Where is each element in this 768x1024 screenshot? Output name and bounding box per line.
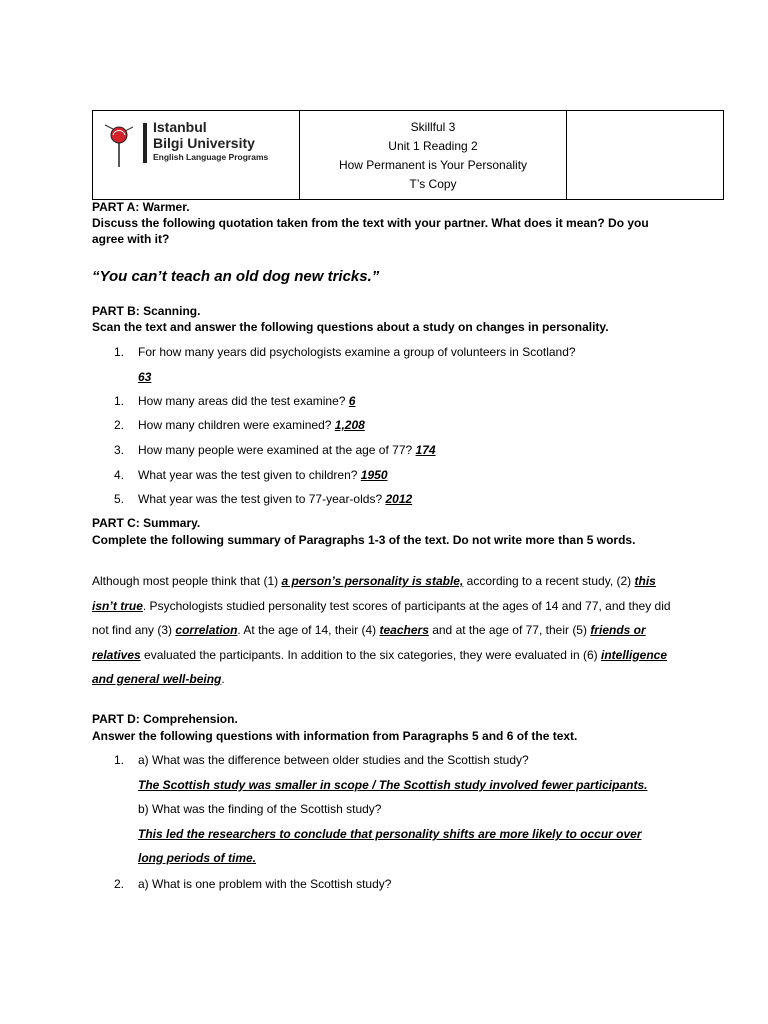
question-text: How many people were examined at the age of 77? [138, 443, 413, 457]
summary-text: Although most people think that (1) [92, 574, 282, 588]
question-row [138, 492, 412, 506]
blank-cell [567, 111, 723, 199]
question-text: What year was the test given to 77-year-olds? [138, 492, 383, 506]
logo-line-2: Bilgi University [153, 135, 255, 151]
part-b-heading: PART B: Scanning. [92, 304, 201, 318]
logo-line-3: English Language Programs [153, 152, 269, 162]
answer-text: 2012 [385, 492, 413, 506]
question-number: 1. [114, 345, 125, 359]
summary-answer-5: friends or relatives [92, 623, 646, 662]
answer-text: 174 [415, 443, 436, 457]
university-logo-icon [103, 119, 133, 169]
part-c-instruction: Complete the following summary of Paragraphs 1-3 of the text. Do not write more than 5 words. [92, 533, 636, 547]
answer-text: 6 [348, 394, 356, 408]
question-number: 3. [114, 443, 125, 457]
question-row [138, 443, 436, 457]
summary-answer-3: correlation [175, 623, 238, 637]
answer-text: 63 [138, 370, 152, 384]
title-line-1: Skillful 3 [410, 119, 456, 134]
logo-line-1: Istanbul [153, 119, 207, 135]
part-a-instruction-2: agree with it? [92, 232, 170, 246]
title-line-4: T’s Copy [409, 176, 457, 191]
part-c-heading: PART C: Summary. [92, 516, 201, 530]
summary-text: . [221, 672, 225, 686]
logo-cell [93, 111, 300, 199]
question-text: How many children were examined? [138, 418, 332, 432]
summary-answer-6: intelligence and general well-being [92, 647, 668, 686]
question-number: 4. [114, 468, 125, 482]
answer-text: This led the researchers to conclude that personality shifts are more likely to occur over [138, 827, 642, 841]
quotation: “You can’t teach an old dog new tricks.” [92, 268, 380, 285]
question-number: 1. [114, 753, 125, 767]
answer-text: 1950 [360, 468, 388, 482]
part-a-heading: PART A: Warmer. [92, 200, 190, 214]
title-line-2: Unit 1 Reading 2 [388, 138, 478, 153]
logo-text [153, 119, 268, 164]
answer-text: long periods of time. [138, 851, 257, 865]
summary-answer-2: this isn’t true [92, 574, 656, 613]
question-text: a) What was the difference between older studies and the Scottish study? [138, 753, 529, 767]
summary-text: . At the age of 14, their (4) [237, 623, 380, 637]
question-text: For how many years did psychologists examine a group of volunteers in Scotland? [138, 345, 576, 359]
question-text: How many areas did the test examine? [138, 394, 346, 408]
part-a-instruction-1: Discuss the following quotation taken from the text with your partner. What does it mean? Do you [92, 216, 649, 230]
title-line-3: How Permanent is Your Personality [338, 157, 528, 172]
question-number: 5. [114, 492, 125, 506]
summary-text: evaluated the participants. In addition to the six categories, they were evaluated in (6) [140, 647, 601, 662]
question-text: b) What was the finding of the Scottish study? [138, 802, 382, 816]
question-number: 2. [114, 418, 125, 432]
question-row [138, 394, 355, 408]
header-table [92, 110, 724, 200]
question-number: 2. [114, 877, 125, 891]
answer-text: The Scottish study was smaller in scope / The Scottish study involved fewer participants. [138, 778, 648, 792]
part-d-instruction: Answer the following questions with information from Paragraphs 5 and 6 of the text. [92, 729, 578, 743]
summary-paragraph [92, 569, 672, 692]
part-d-heading: PART D: Comprehension. [92, 712, 238, 726]
question-row [138, 418, 365, 432]
answer-text: 1,208 [334, 418, 365, 432]
summary-text: and at the age of 77, their (5) [428, 623, 591, 637]
summary-text: according to a recent study, (2) [463, 574, 635, 588]
question-text: a) What is one problem with the Scottish study? [138, 877, 392, 891]
summary-text: . Psychologists studied personality test scores of participants at the ages of 14 and 77, and they did not find any (3) [92, 598, 671, 637]
question-row [138, 468, 388, 482]
question-text: What year was the test given to children? [138, 468, 358, 482]
title-cell [300, 111, 567, 199]
logo-divider-bar [143, 123, 147, 163]
summary-answer-1: a person’s personality is stable, [281, 574, 464, 588]
question-number: 1. [114, 394, 125, 408]
part-b-instruction: Scan the text and answer the following questions about a study on changes in personality. [92, 320, 609, 334]
summary-answer-4: teachers [379, 623, 429, 637]
